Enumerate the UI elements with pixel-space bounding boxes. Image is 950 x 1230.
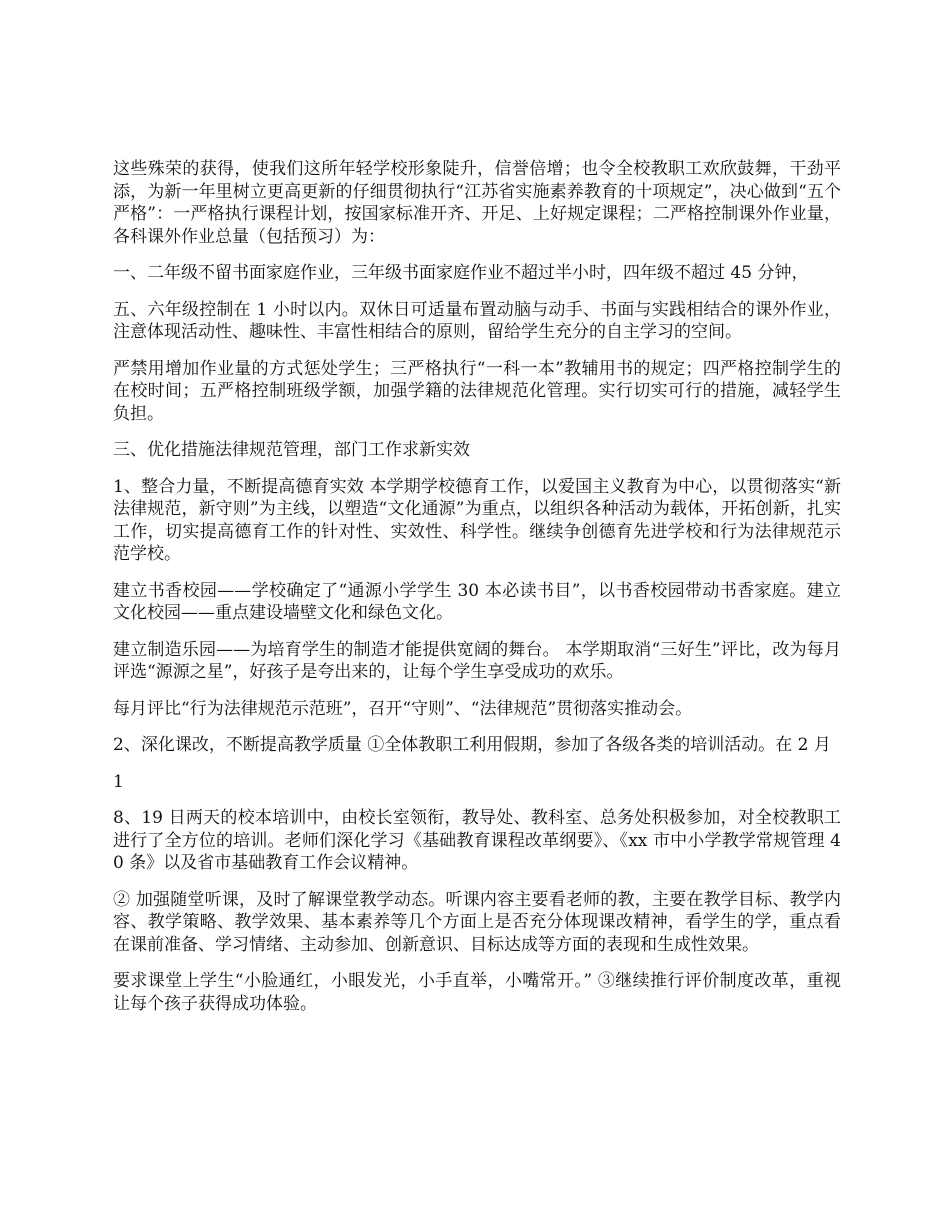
paragraph: 五、六年级控制在 1 小时以内。双休日可适量布置动脑与动手、书面与实践相结合的课外作业，注意体现活动性、趣味性、丰富性相结合的原则，留给学生充分的自主学习的空间。 — [113, 299, 841, 342]
page-number: 1 — [113, 771, 124, 792]
paragraph: 2、深化课改，不断提高教学质量 ①全体教职工利用假期，参加了各级各类的培训活动。在 2 月 — [113, 735, 831, 755]
paragraph: 1、整合力量，不断提高德育实效 本学期学校德育工作，以爱国主义教育为中心，以贯彻落实“新法律规范，新守则”为主线，以塑造“文化通源”为重点，以组织各种活动为载体，开拓创新，扎实工作，切实提高德育工作的针对性、实效性、科学性。继续争创德育先进学校和行为法律规范示范学校。 — [113, 476, 841, 564]
paragraph: 这些殊荣的获得，使我们这所年轻学校形象陡升，信誉倍增；也令全校教职工欢欣鼓舞，干劲平添，为新一年里树立更高更新的仔细贯彻执行“江苏省实施素养教育的十项规定”，决心做到“五个严格”：一严格执行课程计划，按国家标准开齐、开足、上好规定课程；二严格控制课外作业量，各科课外作业总量（包括预习）为： — [113, 159, 841, 247]
paragraph: 8、19 日两天的校本培训中，由校长室领衔，教导处、教科室、总务处积极参加，对全校教职工进行了全方位的培训。老师们深化学习《基础教育课程改革纲要》、《xx 市中小学教学常规管理 40 条》以及省市基础教育工作会议精神。 — [113, 808, 841, 873]
document-page — [113, 158, 841, 1029]
paragraph: ② 加强随堂听课，及时了解课堂教学动态。听课内容主要看老师的教，主要在教学目标、教学内容、教学策略、教学效果、基本素养等几个方面上是否充分体现课改精神，看学生的学，重点看在课前准备、学习情绪、主动参加、创新意识、目标达成等方面的表现和生成性效果。 — [113, 889, 841, 955]
paragraph: 一、二年级不留书面家庭作业，三年级书面家庭作业不超过半小时，四年级不超过 45 分钟， — [113, 263, 809, 283]
paragraph: 建立制造乐园——为培育学生的制造才能提供宽阔的舞台。 本学期取消“三好生”评比，改为每月评选“源源之星”，好孩子是夸出来的，让每个学生享受成功的欢乐。 — [113, 639, 841, 682]
paragraph: 严禁用增加作业量的方式惩处学生；三严格执行“一科一本”教辅用书的规定；四严格控制学生的在校时间；五严格控制班级学额，加强学籍的法律规范化管理。实行切实可行的措施，减轻学生负担。 — [113, 358, 841, 424]
paragraph: 要求课堂上学生“小脸通红，小眼发光，小手直举，小嘴常开。” ③继续推行评价制度改革，重视让每个孩子获得成功体验。 — [113, 971, 841, 1014]
paragraph: 建立书香校园——学校确定了“通源小学学生 30 本必读书目”，以书香校园带动书香家庭。建立文化校园——重点建设墙壁文化和绿色文化。 — [113, 580, 841, 623]
paragraph: 每月评比“行为法律规范示范班”，召开“守则”、“法律规范”贯彻落实推动会。 — [113, 698, 693, 719]
section-heading: 三、优化措施法律规范管理，部门工作求新实效 — [113, 440, 470, 460]
